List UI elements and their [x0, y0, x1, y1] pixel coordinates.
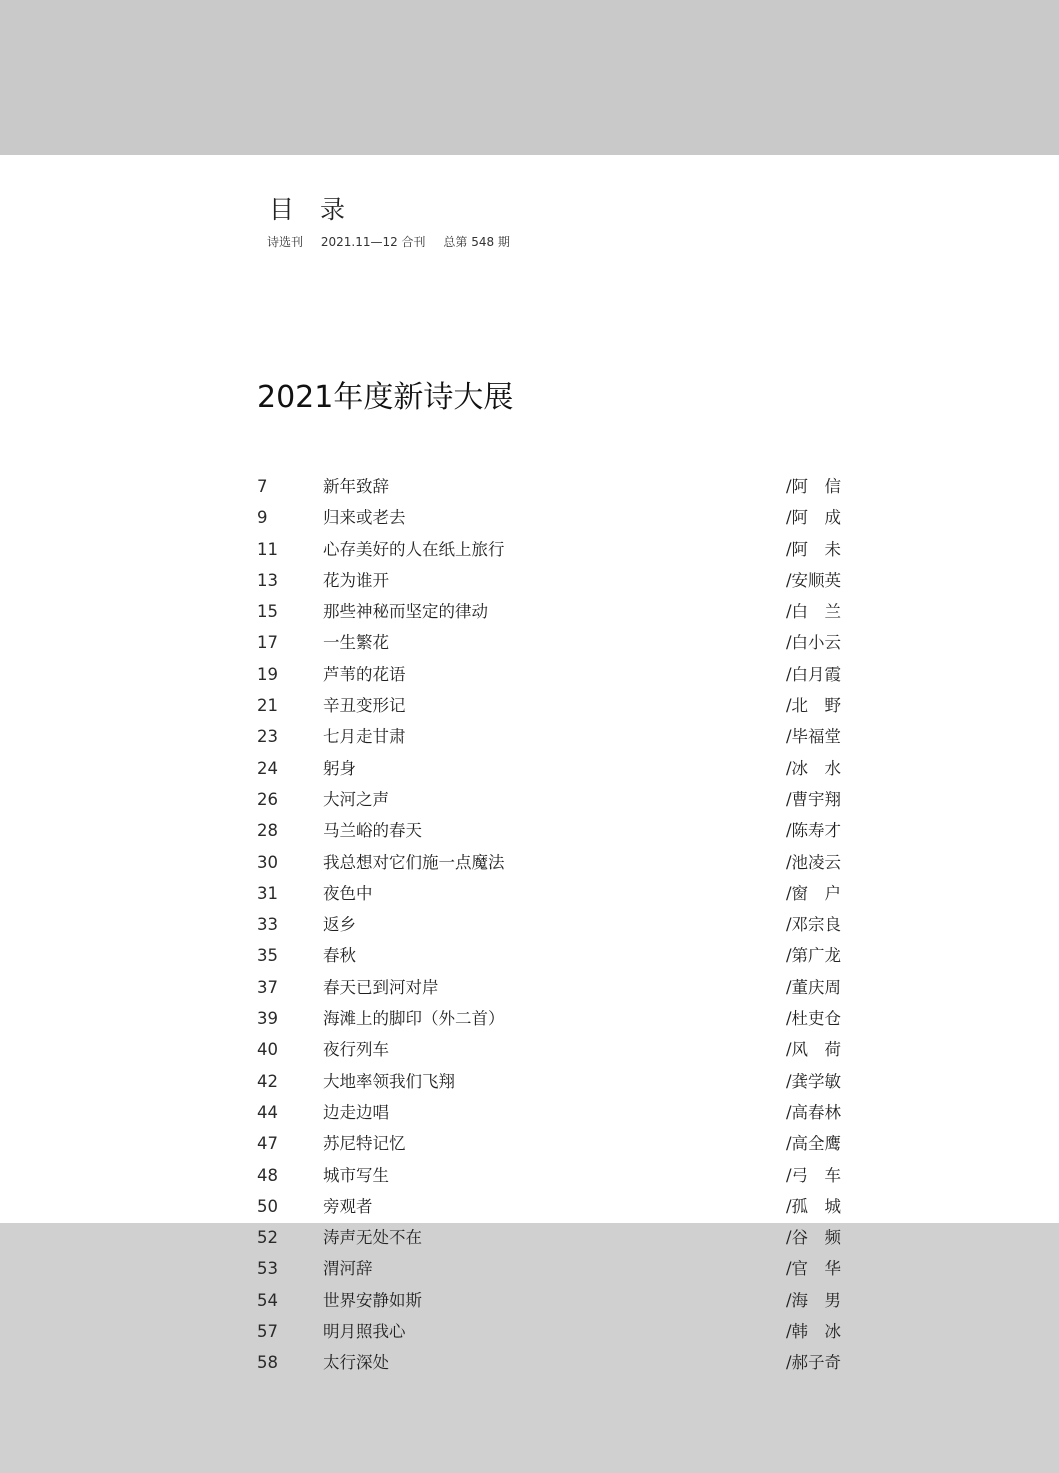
toc-entry: [257, 847, 841, 878]
toc-poem-title: 春天已到河对岸: [323, 977, 439, 997]
toc-entry: [257, 940, 841, 971]
toc-entry: [257, 1285, 841, 1316]
toc-author: /池凌云: [785, 852, 841, 872]
toc-entry: [257, 659, 841, 690]
toc-author: /陈寿才: [785, 821, 841, 841]
toc-poem-title: 归来或老去: [323, 508, 406, 528]
publication-name: 诗选刊: [267, 235, 304, 249]
toc-author: /毕福堂: [785, 727, 841, 747]
toc-poem-title: 花为谁开: [323, 570, 389, 590]
toc-poem-title: 苏尼特记忆: [323, 1134, 406, 1154]
toc-author: /高全鹰: [785, 1134, 841, 1154]
toc-entry: [257, 815, 841, 846]
toc-entry: [257, 1003, 841, 1034]
toc-poem-title: 新年致辞: [323, 477, 389, 496]
toc-entry: [257, 596, 841, 627]
toc-page-number: 47: [257, 1134, 278, 1154]
toc-author: /曹宇翔: [785, 789, 841, 809]
toc-author: /阿 未: [785, 539, 841, 559]
toc-page-number: 26: [257, 789, 278, 809]
toc-author: /白月霞: [785, 664, 841, 684]
toc-page-number: 17: [257, 633, 278, 653]
toc-poem-title: 夜色中: [323, 883, 373, 903]
toc-author: /邓宗良: [785, 915, 841, 935]
toc-author: /风 荷: [785, 1040, 841, 1060]
toc-entry: [257, 627, 841, 658]
toc-entry: [257, 1097, 841, 1128]
toc-entry: [257, 1066, 841, 1097]
toc-poem-title: 辛丑变形记: [323, 696, 406, 716]
toc-author: /官 华: [785, 1259, 841, 1279]
toc-page-number: 50: [257, 1196, 278, 1216]
toc-entry: [257, 1034, 841, 1065]
section-title: 2021年度新诗大展: [257, 380, 514, 415]
toc-author: /高春林: [785, 1102, 841, 1122]
toc-author: /阿 成: [785, 508, 841, 528]
toc-page-number: 28: [257, 821, 278, 841]
toc-entry: [257, 972, 841, 1003]
toc-author: /杜吏仓: [785, 1009, 841, 1029]
toc-author: /窗 户: [785, 883, 841, 903]
toc-page-number: 11: [257, 539, 278, 559]
toc-entry: [257, 1347, 841, 1378]
toc-entry: [257, 1160, 841, 1191]
toc-page-number: 15: [257, 602, 278, 622]
toc-poem-title: 返乡: [323, 915, 356, 935]
toc-poem-title: 边走边唱: [323, 1102, 389, 1122]
toc-entry: [257, 690, 841, 721]
toc-author: /安顺英: [785, 570, 841, 590]
toc-page-number: 39: [257, 1009, 278, 1029]
toc-author: /郝子奇: [785, 1353, 841, 1373]
toc-page-number: 7: [257, 477, 268, 496]
toc-poem-title: 太行深处: [323, 1353, 389, 1373]
toc-page-number: 48: [257, 1165, 278, 1185]
page-title: 目录: [269, 195, 372, 224]
toc-entry: [257, 878, 841, 909]
toc-poem-title: 旁观者: [323, 1196, 373, 1216]
toc-poem-title: 芦苇的花语: [323, 664, 406, 684]
toc-poem-title: 海滩上的脚印（外二首）: [323, 1009, 505, 1029]
toc-page-number: 23: [257, 727, 278, 747]
toc-entry: [257, 534, 841, 565]
toc-page-number: 31: [257, 883, 278, 903]
toc-page-number: 30: [257, 852, 278, 872]
toc-poem-title: 世界安静如斯: [323, 1290, 422, 1310]
issue-number: 总第 548 期: [443, 235, 510, 249]
toc-poem-title: 那些神秘而坚定的律动: [323, 602, 488, 622]
toc-poem-title: 七月走甘肃: [323, 727, 406, 747]
toc-poem-title: 一生繁花: [323, 633, 389, 653]
toc-page-number: 13: [257, 570, 278, 590]
toc-author: /孤 城: [785, 1196, 841, 1216]
toc-entry: [257, 1316, 841, 1347]
toc-page-number: 40: [257, 1040, 278, 1060]
toc-author: /海 男: [785, 1290, 841, 1310]
toc-entry: [257, 784, 841, 815]
toc-poem-title: 明月照我心: [323, 1322, 406, 1342]
toc-page-number: 9: [257, 508, 268, 528]
toc-author: /白 兰: [785, 602, 841, 622]
toc-page-number: 52: [257, 1228, 278, 1248]
toc-author: /董庆周: [785, 977, 841, 997]
toc-entry: [257, 471, 841, 502]
toc-poem-title: 我总想对它们施一点魔法: [323, 852, 505, 872]
toc-page-number: 24: [257, 758, 278, 778]
toc-author: /韩 冰: [785, 1322, 841, 1342]
toc-page-number: 37: [257, 977, 278, 997]
toc-author: /第广龙: [785, 946, 841, 966]
toc-page-number: 35: [257, 946, 278, 966]
toc-entry: [257, 1191, 841, 1222]
toc-poem-title: 心存美好的人在纸上旅行: [323, 539, 505, 559]
toc-page-number: 19: [257, 664, 278, 684]
toc-page-number: 58: [257, 1353, 278, 1373]
toc-entry: [257, 1253, 841, 1284]
toc-poem-title: 城市写生: [323, 1165, 389, 1185]
toc-poem-title: 涛声无处不在: [323, 1228, 422, 1248]
toc-entry: [257, 721, 841, 752]
toc-poem-title: 躬身: [323, 758, 356, 778]
toc-entry: [257, 1222, 841, 1253]
toc-list: [257, 471, 841, 1379]
toc-poem-title: 渭河辞: [323, 1259, 373, 1279]
toc-entry: [257, 753, 841, 784]
toc-page-number: 57: [257, 1322, 278, 1342]
toc-author: /白小云: [785, 633, 841, 653]
toc-poem-title: 大地率领我们飞翔: [323, 1071, 455, 1091]
toc-author: /谷 频: [785, 1228, 841, 1248]
toc-author: /冰 水: [785, 758, 841, 778]
issue-info: [267, 234, 524, 250]
toc-author: /北 野: [785, 696, 841, 716]
toc-entry: [257, 1128, 841, 1159]
toc-author: /弓 车: [785, 1165, 841, 1185]
toc-poem-title: 夜行列车: [323, 1040, 389, 1060]
toc-page-number: 42: [257, 1071, 278, 1091]
toc-poem-title: 春秋: [323, 946, 356, 966]
toc-entry: [257, 909, 841, 940]
toc-poem-title: 大河之声: [323, 789, 389, 809]
toc-poem-title: 马兰峪的春天: [323, 821, 422, 841]
top-gray-band: [0, 0, 1059, 155]
toc-entry: [257, 565, 841, 596]
toc-author: /龚学敏: [785, 1071, 841, 1091]
toc-page-number: 54: [257, 1290, 278, 1310]
toc-page-number: 33: [257, 915, 278, 935]
toc-page-number: 21: [257, 696, 278, 716]
toc-page-number: 53: [257, 1259, 278, 1279]
issue-date: 2021.11—12 合刊: [320, 235, 426, 249]
toc-page-number: 44: [257, 1102, 278, 1122]
toc-entry: [257, 502, 841, 533]
toc-author: /阿 信: [785, 477, 841, 496]
